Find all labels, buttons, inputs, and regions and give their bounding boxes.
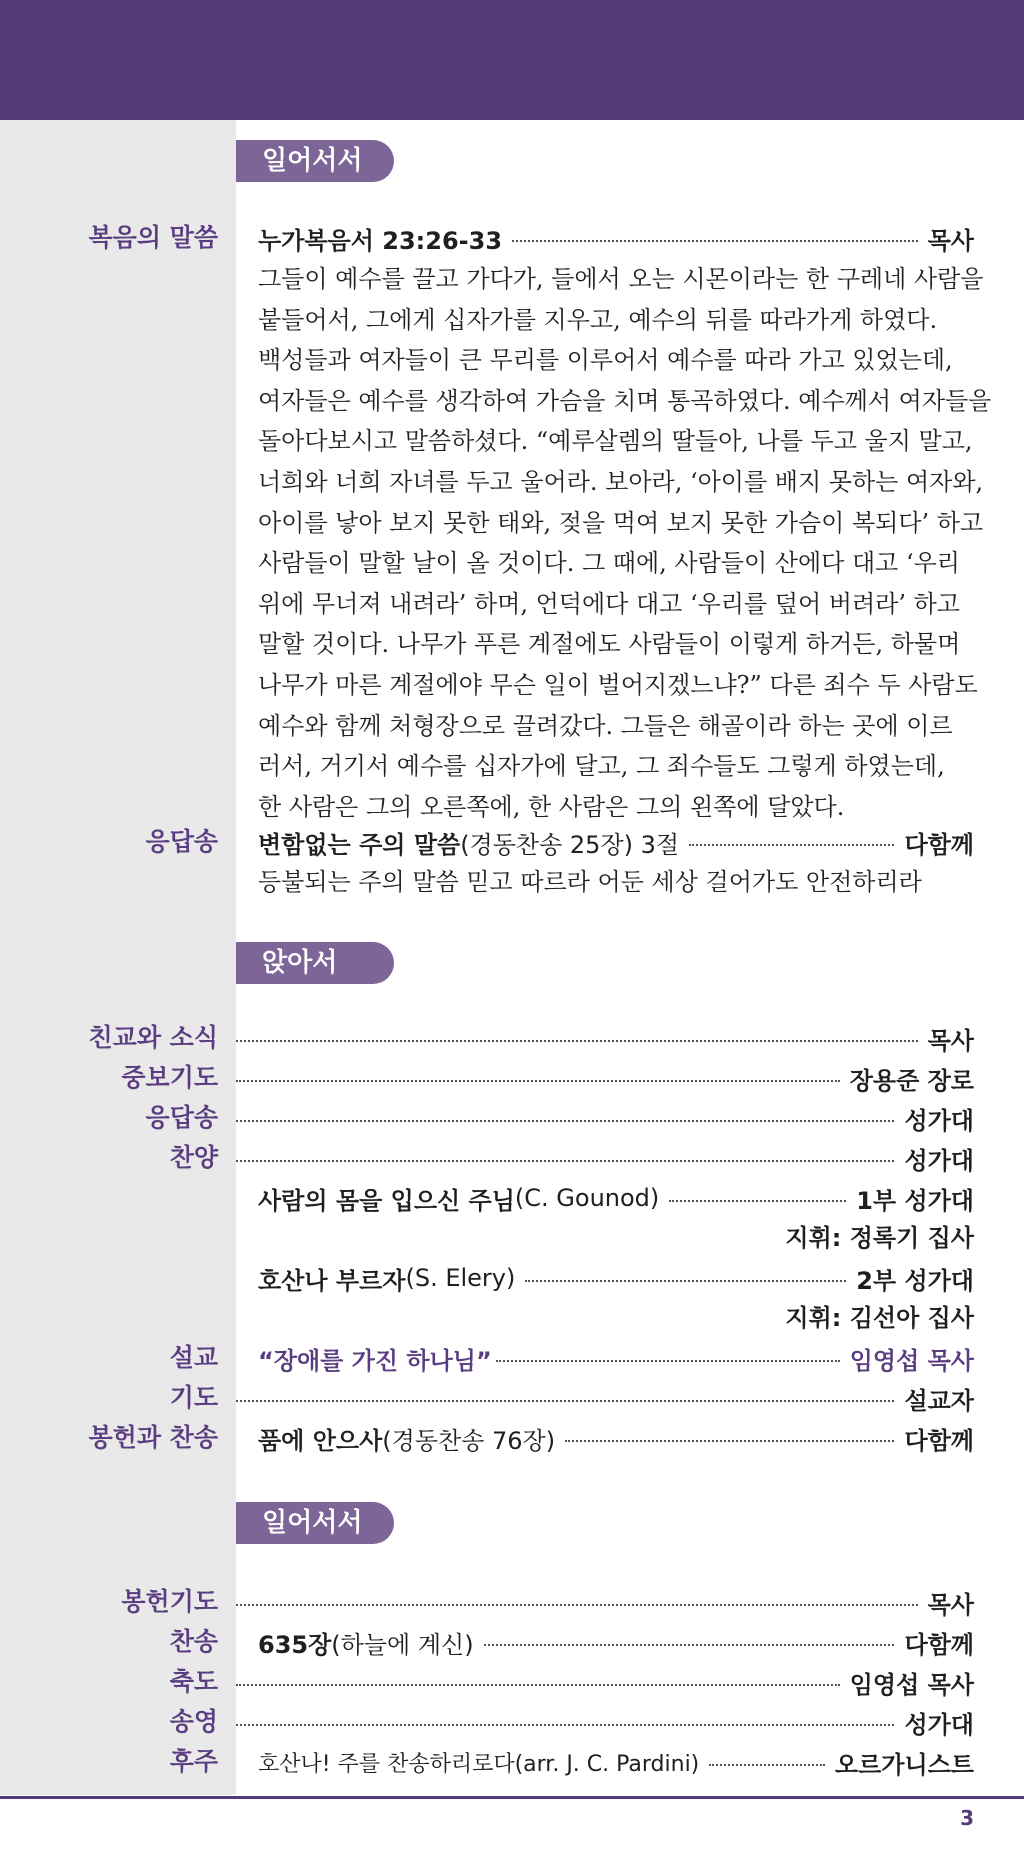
anthem-label: 찬양 — [169, 1143, 218, 1172]
footer-rule — [0, 1796, 1024, 1799]
offering-prayer-label: 봉헌기도 — [121, 1587, 218, 1616]
offering-prayer-leader: 목사 — [927, 1590, 974, 1619]
hymn-row — [258, 1622, 974, 1662]
leader-dots — [512, 240, 918, 242]
doxology-label: 송영 — [169, 1707, 218, 1736]
intercession-row — [236, 1058, 974, 1098]
response2-row — [236, 1098, 974, 1138]
anthem-item-title: 사람의 몸을 입으신 주님 — [258, 1186, 515, 1215]
sermon-row — [258, 1338, 974, 1378]
sermon-preacher: 임영섭 목사 — [849, 1346, 974, 1375]
passage-line: 백성들과 여자들이 큰 무리를 이루어서 예수를 따라 가고 있었는데, — [258, 346, 953, 375]
section-sitting: 앉아서 — [236, 942, 394, 984]
response2-label: 응답송 — [145, 1103, 218, 1132]
leader-dots — [709, 1764, 825, 1766]
offering-row — [258, 1418, 974, 1458]
offering-prayer-row — [236, 1582, 974, 1622]
intercession-leader: 장용준 장로 — [849, 1066, 974, 1095]
leader-dots — [236, 1120, 894, 1122]
section-standing-2: 일어서서 — [236, 1502, 394, 1544]
gospel-row — [258, 218, 974, 258]
hymn-label: 찬송 — [169, 1627, 218, 1656]
fellowship-label: 친교와 소식 — [88, 1023, 218, 1052]
response-song-detail: (경동찬송 25장) 3절 — [460, 830, 680, 859]
passage-line: 나무가 마른 계절에야 무슨 일이 벌어지겠느냐?” 다른 죄수 두 사람도 — [258, 670, 978, 699]
prayer-row — [236, 1378, 974, 1418]
leader-dots — [236, 1400, 894, 1402]
passage-line: 돌아다보시고 말씀하셨다. “예루살렘의 딸들아, 나를 두고 울지 말고, — [258, 427, 973, 456]
offering-label: 봉헌과 찬송 — [88, 1423, 218, 1452]
leader-dots — [496, 1360, 840, 1362]
leader-dots — [565, 1440, 894, 1442]
prayer-label: 기도 — [169, 1383, 218, 1412]
benediction-leader: 임영섭 목사 — [849, 1670, 974, 1699]
anthem-item-2-conductor: 지휘: 김선아 집사 — [785, 1304, 974, 1332]
label-column — [0, 120, 236, 1795]
leader-dots — [525, 1280, 846, 1282]
passage-line: 러서, 거기서 예수를 십자가에 달고, 그 죄수들도 그렇게 하였는데, — [258, 752, 945, 781]
passage-line: 말할 것이다. 나무가 푸른 계절에도 사람들이 이렇게 하거든, 하물며 — [258, 630, 961, 659]
leader-dots — [484, 1644, 895, 1646]
leader-dots — [236, 1080, 840, 1082]
anthem-leader: 성가대 — [904, 1146, 974, 1175]
gospel-passage — [258, 259, 992, 827]
offering-hymn-detail: (경동찬송 76장) — [382, 1426, 556, 1455]
sermon-label: 설교 — [169, 1343, 218, 1372]
anthem-item-composer: (C. Gounod) — [514, 1184, 660, 1212]
gospel-title: 누가복음서 23:26-33 — [258, 226, 503, 255]
leader-dots — [236, 1684, 840, 1686]
hymn-leader: 다함께 — [904, 1630, 974, 1659]
response-song-row — [258, 822, 974, 862]
offering-hymn-title: 품에 안으사 — [258, 1426, 383, 1455]
anthem-item-composer: (S. Elery) — [405, 1264, 516, 1292]
passage-line: 그들이 예수를 끌고 가다가, 들에서 오는 시몬이라는 한 구레네 사람을 — [258, 265, 984, 293]
passage-line: 예수와 함께 처형장으로 끌려갔다. 그들은 해골이라 하는 곳에 이르 — [258, 711, 953, 740]
anthem-row — [236, 1138, 974, 1178]
response-song-label: 응답송 — [145, 827, 218, 856]
leader-dots — [669, 1200, 846, 1202]
postlude-leader: 오르가니스트 — [834, 1750, 974, 1779]
section-standing-1: 일어서서 — [236, 140, 394, 182]
leader-dots — [236, 1604, 918, 1606]
anthem-item-choir: 1부 성가대 — [856, 1186, 974, 1215]
postlude-piece: 호산나! 주를 찬송하리로다(arr. J. C. Pardini) — [258, 1751, 700, 1777]
anthem-item-choir: 2부 성가대 — [856, 1266, 974, 1295]
hymn-title: (하늘에 계신) — [331, 1630, 474, 1659]
response-song-title: 변함없는 주의 말씀 — [258, 830, 461, 859]
response2-leader: 성가대 — [904, 1106, 974, 1135]
gospel-leader: 목사 — [927, 226, 974, 255]
response-song-lyric: 등불되는 주의 말씀 믿고 따르라 어둔 세상 걸어가도 안전하리라 — [258, 868, 922, 896]
passage-line: 붙들어서, 그에게 십자가를 지우고, 예수의 뒤를 따라가게 하였다. — [258, 305, 938, 334]
passage-line: 여자들은 예수를 생각하여 가슴을 치며 통곡하였다. 예수께서 여자들을 — [258, 386, 992, 415]
leader-dots — [689, 844, 894, 846]
postlude-label: 후주 — [169, 1747, 218, 1776]
anthem-item-1 — [258, 1178, 974, 1218]
fellowship-row — [236, 1018, 974, 1058]
anthem-item-title: 호산나 부르자 — [258, 1266, 406, 1295]
passage-line: 아이를 낳아 보지 못한 태와, 젖을 먹여 보지 못한 가슴이 복되다’ 하고 — [258, 508, 984, 537]
anthem-item-2 — [258, 1258, 974, 1298]
doxology-row — [236, 1702, 974, 1742]
fellowship-leader: 목사 — [927, 1026, 974, 1055]
gospel-label: 복음의 말씀 — [88, 223, 218, 252]
hymn-number: 635장 — [258, 1630, 332, 1659]
passage-line: 너희와 너희 자녀를 두고 울어라. 보아라, ‘아이를 배지 못하는 여자와, — [258, 467, 984, 496]
doxology-leader: 성가대 — [904, 1710, 974, 1739]
passage-line: 위에 무너져 내려라’ 하며, 언덕에다 대고 ‘우리를 덮어 버려라’ 하고 — [258, 589, 960, 618]
passage-line: 한 사람은 그의 오른쪽에, 한 사람은 그의 왼쪽에 달았다. — [258, 792, 845, 821]
page-number: 3 — [960, 1806, 974, 1830]
benediction-row — [236, 1662, 974, 1702]
leader-dots — [236, 1160, 894, 1162]
anthem-item-1-conductor: 지휘: 정록기 집사 — [785, 1224, 974, 1252]
offering-leader: 다함께 — [904, 1426, 974, 1455]
header-band — [0, 0, 1024, 120]
benediction-label: 축도 — [169, 1667, 218, 1696]
intercession-label: 중보기도 — [121, 1063, 218, 1092]
leader-dots — [236, 1724, 894, 1726]
leader-dots — [236, 1040, 918, 1042]
response-song-leader: 다함께 — [904, 830, 974, 859]
prayer-leader: 설교자 — [904, 1386, 974, 1415]
sermon-title: “장애를 가진 하나님” — [258, 1346, 492, 1375]
passage-line: 사람들이 말할 날이 올 것이다. 그 때에, 사람들이 산에다 대고 ‘우리 — [258, 549, 960, 578]
postlude-row — [258, 1742, 974, 1782]
